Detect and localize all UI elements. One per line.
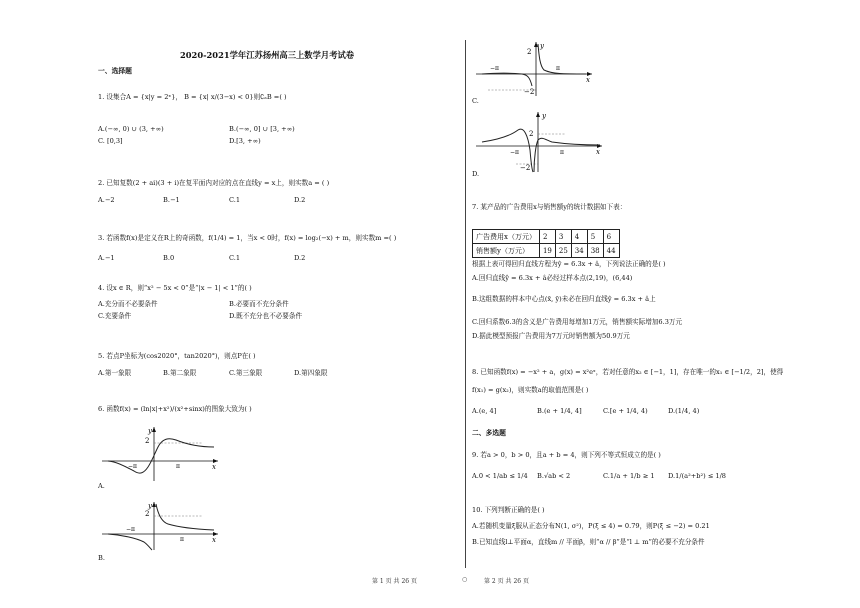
svg-text:2: 2: [529, 130, 534, 138]
question-4-option-a: A.充分而不必要条件: [98, 300, 158, 308]
column-divider: [465, 40, 466, 568]
question-8-stem-line-2: f(x₁) = g(x₂)，则实数a的取值范围是( ): [472, 386, 589, 394]
svg-text:y: y: [540, 42, 544, 50]
section-heading-multi: 二、多选题: [472, 429, 506, 437]
question-7-stem: 7. 某产品的广告费用x与销售额y的统计数据如下表：: [472, 203, 627, 211]
question-6-option-a: A.: [98, 482, 105, 490]
page-number-left: 第 1 页 共 26 页: [372, 578, 417, 585]
svg-text:x: x: [212, 536, 216, 544]
question-5-option-d: D.第四象限: [294, 369, 328, 377]
question-7-option-b: B.这组数据的样本中心点(x̄, ȳ)未必在回归直线ŷ = 6.3x + â上: [472, 295, 656, 303]
svg-text:x: x: [596, 148, 600, 156]
question-2-option-d: D.2: [294, 196, 306, 204]
svg-text:π: π: [176, 463, 180, 470]
svg-text:−π: −π: [126, 526, 135, 533]
statistics-table: [472, 229, 620, 258]
table-cell: 25: [555, 244, 571, 258]
svg-text:y: y: [148, 502, 152, 510]
question-9-option-a: A.0 < 1/ab ≤ 1/4: [472, 472, 528, 480]
question-3-option-a: A.−1: [98, 254, 115, 262]
question-2-option-a: A.−2: [98, 196, 115, 204]
svg-text:2: 2: [145, 510, 150, 518]
page-title: 2020-2021学年江苏扬州高三上数学月考试卷: [180, 50, 355, 60]
svg-text:−2: −2: [524, 88, 535, 96]
svg-text:−π: −π: [128, 463, 137, 470]
question-6-option-d: D.: [472, 170, 480, 178]
question-3-option-d: D.2: [294, 254, 306, 262]
question-9-option-c: C.1/a + 1/b ≥ 1: [603, 472, 655, 480]
question-4-option-d: D.既不充分也不必要条件: [229, 312, 303, 320]
svg-text:y: y: [542, 112, 546, 120]
table-cell: 5: [587, 230, 603, 244]
question-8-option-a: A.(e, 4]: [472, 407, 497, 415]
question-10-stem: 10. 下列判断正确的是( ): [472, 506, 545, 514]
svg-text:x: x: [212, 463, 216, 471]
question-7-after-table: 根据上表可得回归直线方程为ŷ = 6.3x + â，下列说法正确的是( ): [472, 260, 666, 268]
svg-text:−2: −2: [520, 164, 531, 172]
question-8-option-d: D.(1/4, 4): [668, 407, 700, 415]
question-6-option-b: B.: [98, 554, 105, 562]
table-cell: 2: [539, 230, 555, 244]
question-5-option-b: B.第二象限: [163, 369, 197, 377]
question-1-option-c: C. [0,3]: [98, 137, 123, 145]
question-1-option-d: D.[3, +∞): [229, 137, 261, 145]
table-row: [473, 230, 620, 244]
question-3-option-c: C.1: [229, 254, 241, 262]
svg-text:2: 2: [527, 48, 532, 56]
fold-circle: ○: [462, 576, 468, 583]
question-9-option-d: D.1/(a²+b²) ≤ 1/8: [668, 472, 727, 480]
question-3-stem: 3. 若函数f(x)是定义在R上的奇函数，f(1/4) = 1，当x < 0时，f(x) = log₂(−x) + m，则实数m =( ): [98, 234, 397, 242]
question-2-option-b: B.−1: [163, 196, 180, 204]
question-6-stem: 6. 函数f(x) = (ln|x|+x²)/(x²+sinx)的图象大致为( ): [98, 405, 252, 413]
graph-option-d: [476, 110, 606, 174]
table-cell: 34: [571, 244, 587, 258]
question-4-stem: 4. 设x ∈ R，则“x² − 5x < 0”是“|x − 1| < 1”的( ): [98, 284, 252, 292]
question-8-option-c: C.[e + 1/4, 4): [603, 407, 648, 415]
question-1-option-a: A.(−∞, 0) ∪ (3, +∞): [98, 125, 164, 133]
question-9-option-b: B.√ab < 2: [537, 472, 571, 480]
question-8-stem-line-1: 8. 已知函数f(x) = −x² + a，g(x) = x²eˣ，若对任意的x₂ ∈ [−1，1]，存在唯一的x₁ ∈ [−1/2，2]，使得: [472, 368, 784, 376]
svg-text:π: π: [556, 65, 560, 72]
question-10-option-a: A.若随机变量ξ服从正态分布N(1, σ²)，P(ξ ≤ 4) = 0.79，则P(ξ ≤ −2) = 0.21: [472, 522, 710, 530]
table-cell: 广告费用x（万元）: [473, 230, 540, 244]
svg-text:−π: −π: [490, 65, 499, 72]
svg-text:y: y: [148, 427, 152, 435]
table-cell: 38: [587, 244, 603, 258]
question-9-stem: 9. 若a > 0，b > 0，且a + b = 4，则下列不等式恒成立的是( ): [472, 451, 661, 459]
question-2-option-c: C.1: [229, 196, 241, 204]
question-4-option-c: C.充要条件: [98, 312, 132, 320]
table-row: [473, 244, 620, 258]
question-7-option-a: A.回归直线ŷ = 6.3x + â必经过样本点(2,19)，(6,44): [472, 274, 633, 282]
question-7-option-d: D.据此模型预报广告费用为7万元时销售额为50.9万元: [472, 332, 630, 340]
table-cell: 4: [571, 230, 587, 244]
svg-text:π: π: [180, 536, 184, 543]
question-4-option-b: B.必要而不充分条件: [229, 300, 289, 308]
svg-text:2: 2: [145, 437, 150, 445]
table-cell: 6: [603, 230, 619, 244]
question-2-stem: 2. 已知复数(2 + ai)(3 + i)在复平面内对应的点在直线y = x上，则实数a = ( ): [98, 179, 330, 187]
svg-text:−π: −π: [510, 149, 519, 156]
table-cell: 销售额y（万元）: [473, 244, 540, 258]
question-6-option-c: C.: [472, 97, 479, 105]
svg-text:π: π: [560, 149, 564, 156]
graph-option-c: [476, 40, 596, 98]
question-10-option-b: B.已知直线l⊥平面α，直线m // 平面β，则“α // β”是“l ⊥ m”的必要不充分条件: [472, 538, 705, 546]
table-cell: 44: [603, 244, 619, 258]
table-cell: 3: [555, 230, 571, 244]
question-5-option-c: C.第三象限: [229, 369, 263, 377]
question-3-option-b: B.0: [163, 254, 175, 262]
page-number-right: 第 2 页 共 26 页: [484, 578, 529, 585]
svg-text:x: x: [586, 76, 590, 84]
graph-option-a: [102, 425, 222, 483]
question-5-option-a: A.第一象限: [98, 369, 132, 377]
table-cell: 19: [539, 244, 555, 258]
graph-option-b: [102, 500, 222, 552]
question-7-option-c: C.回归系数6.3的含义是广告费用每增加1万元，销售额实际增加6.3万元: [472, 318, 683, 326]
question-5-stem: 5. 若点P坐标为(cos2020°，tan2020°)，则点P在( ): [98, 352, 256, 360]
section-heading-choice: 一、选择题: [98, 67, 132, 75]
question-1-stem: 1. 设集合A = {x|y = 2ˣ}， B = {x| x/(3−x) < 0}则∁ₐB =( ): [98, 93, 287, 101]
question-1-option-b: B.(−∞, 0] ∪ [3, +∞): [229, 125, 295, 133]
question-8-option-b: B.(e + 1/4, 4]: [537, 407, 582, 415]
